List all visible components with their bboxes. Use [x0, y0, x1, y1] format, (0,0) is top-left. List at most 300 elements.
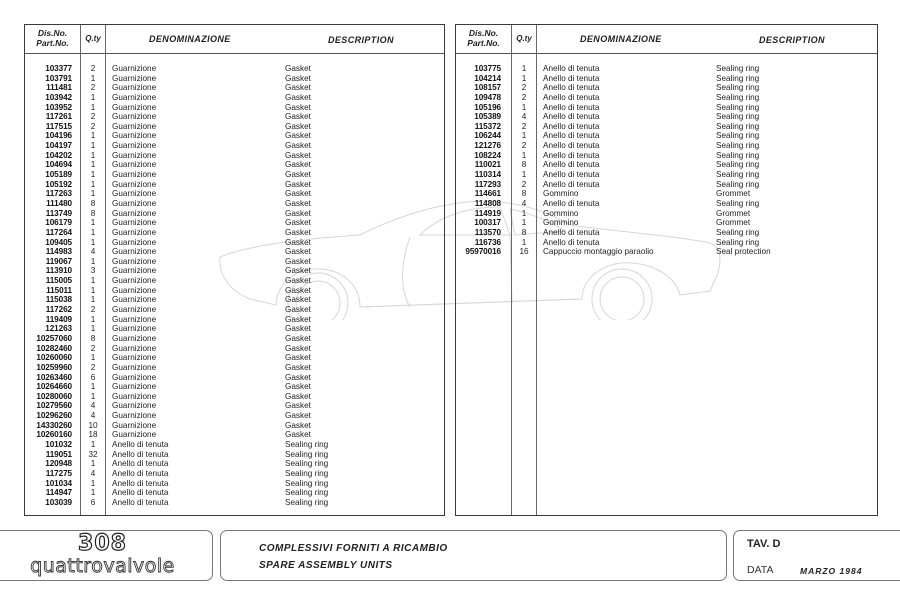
- cell-denominazione: Guarnizione: [112, 131, 157, 141]
- table-row: [25, 363, 444, 373]
- table-row: [25, 93, 444, 103]
- cell-qty: 1: [90, 92, 96, 102]
- cell-description: Sealing ring: [716, 150, 760, 160]
- cell-qty: 1: [90, 237, 96, 247]
- cell-part-no: 103775: [474, 64, 501, 73]
- cell-description: Grommet: [716, 218, 751, 228]
- cell-qty: 1: [521, 208, 527, 218]
- cell-qty: 32: [88, 449, 98, 459]
- date-label: DATA: [747, 564, 774, 576]
- table-header: [456, 25, 877, 54]
- cell-description: Gasket: [285, 420, 311, 430]
- cell-description: Gasket: [285, 391, 311, 401]
- cell-description: Gasket: [285, 227, 311, 237]
- header-qty: Q.ty: [85, 34, 101, 43]
- cell-qty: 3: [90, 266, 96, 276]
- table-row: [25, 295, 444, 305]
- cell-qty: 1: [90, 189, 96, 199]
- table-row: [456, 141, 877, 151]
- cell-description: Gasket: [285, 160, 311, 170]
- cell-qty: 4: [521, 112, 527, 122]
- cell-description: Gasket: [285, 314, 311, 324]
- cell-part-no: 105189: [45, 170, 72, 180]
- cell-qty: 2: [521, 92, 527, 102]
- cell-denominazione: Guarnizione: [112, 160, 157, 170]
- table-row: [456, 93, 877, 103]
- cell-denominazione: Guarnizione: [112, 430, 157, 440]
- cell-qty: 1: [90, 73, 96, 83]
- cell-description: Gasket: [285, 179, 311, 189]
- cell-description: Gasket: [285, 362, 311, 372]
- table-row: [456, 103, 877, 113]
- left-parts-table: [24, 24, 445, 516]
- cell-part-no: 116736: [474, 237, 501, 247]
- cell-denominazione: Anello di tenuta: [543, 102, 600, 112]
- cell-denominazione: Guarnizione: [112, 237, 157, 247]
- cell-part-no: 106244: [474, 131, 501, 141]
- table-row: [25, 324, 444, 334]
- cell-description: Gasket: [285, 131, 311, 141]
- cell-description: Sealing ring: [716, 227, 760, 237]
- cell-denominazione: Guarnizione: [112, 353, 157, 363]
- cell-denominazione: Guarnizione: [112, 343, 157, 353]
- table-row: [456, 247, 877, 257]
- cell-description: Gasket: [285, 266, 311, 276]
- cell-qty: 1: [90, 150, 96, 160]
- table-row: [456, 228, 877, 238]
- table-row: [25, 151, 444, 161]
- table-row: [25, 247, 444, 257]
- cell-denominazione: Guarnizione: [112, 420, 157, 430]
- cell-denominazione: Anello di tenuta: [112, 439, 169, 449]
- table-body: [456, 64, 877, 257]
- cell-denominazione: Anello di tenuta: [543, 92, 600, 102]
- cell-denominazione: Guarnizione: [112, 314, 157, 324]
- table-row: [25, 228, 444, 238]
- table-row: [456, 74, 877, 84]
- table-row: [456, 189, 877, 199]
- cell-description: Gasket: [285, 64, 311, 73]
- table-row: [25, 315, 444, 325]
- cell-denominazione: Guarnizione: [112, 218, 157, 228]
- cell-part-no: 119051: [45, 449, 72, 459]
- cell-description: Gasket: [285, 83, 311, 93]
- cell-denominazione: Guarnizione: [112, 141, 157, 151]
- cell-description: Gasket: [285, 333, 311, 343]
- cell-part-no: 115011: [46, 285, 72, 295]
- table-row: [25, 257, 444, 267]
- cell-qty: 1: [521, 150, 527, 160]
- table-row: [25, 112, 444, 122]
- cell-part-no: 10260160: [36, 430, 72, 440]
- table-row: [25, 421, 444, 431]
- cell-part-no: 113910: [45, 266, 72, 276]
- cell-qty: 1: [521, 73, 527, 83]
- table-row: [25, 141, 444, 151]
- cell-part-no: 10260060: [36, 353, 72, 363]
- cell-description: Sealing ring: [716, 170, 760, 180]
- cell-qty: 1: [90, 324, 96, 334]
- cell-denominazione: Guarnizione: [112, 102, 157, 112]
- cell-description: Gasket: [285, 208, 311, 218]
- cell-description: Sealing ring: [716, 102, 760, 112]
- cell-description: Sealing ring: [716, 160, 760, 170]
- cell-denominazione: Guarnizione: [112, 256, 157, 266]
- cell-qty: 1: [90, 170, 96, 180]
- table-row: [456, 218, 877, 228]
- cell-qty: 1: [90, 160, 96, 170]
- table-row: [25, 238, 444, 248]
- cell-denominazione: Guarnizione: [112, 73, 157, 83]
- cell-description: Gasket: [285, 92, 311, 102]
- cell-denominazione: Anello di tenuta: [112, 488, 169, 498]
- cell-qty: 4: [90, 401, 96, 411]
- cell-qty: 1: [521, 237, 527, 247]
- header-description: DESCRIPTION: [328, 35, 394, 45]
- cell-part-no: 104196: [45, 131, 72, 141]
- title-english: SPARE ASSEMBLY UNITS: [259, 560, 393, 571]
- cell-description: Gasket: [285, 353, 311, 363]
- cell-denominazione: Guarnizione: [112, 150, 157, 160]
- cell-qty: 8: [90, 208, 96, 218]
- cell-part-no: 121276: [474, 141, 501, 151]
- cell-part-no: 104214: [474, 73, 501, 83]
- cell-part-no: 117275: [45, 468, 72, 478]
- table-row: [25, 334, 444, 344]
- cell-description: Sealing ring: [285, 449, 329, 459]
- cell-qty: 2: [521, 121, 527, 131]
- table-row: [25, 344, 444, 354]
- table-row: [456, 131, 877, 141]
- cell-denominazione: Anello di tenuta: [112, 449, 169, 459]
- cell-qty: 2: [90, 362, 96, 372]
- table-row: [456, 180, 877, 190]
- cell-denominazione: Guarnizione: [112, 305, 157, 315]
- cell-part-no: 121263: [45, 324, 72, 334]
- cell-description: Gasket: [285, 73, 311, 83]
- cell-part-no: 10264660: [36, 382, 72, 392]
- table-row: [25, 64, 444, 74]
- cell-denominazione: Anello di tenuta: [112, 497, 169, 507]
- table-row: [25, 469, 444, 479]
- cell-denominazione: Anello di tenuta: [543, 227, 600, 237]
- cell-part-no: 103952: [45, 102, 72, 112]
- cell-qty: 8: [521, 227, 527, 237]
- cell-denominazione: Gommino: [543, 208, 579, 218]
- table-row: [456, 122, 877, 132]
- tav-label: TAV. D: [747, 538, 781, 550]
- cell-qty: 1: [90, 218, 96, 228]
- cell-qty: 4: [521, 198, 527, 208]
- cell-description: Gasket: [285, 411, 311, 421]
- cell-description: Sealing ring: [716, 73, 760, 83]
- cell-qty: 2: [90, 343, 96, 353]
- table-row: [25, 382, 444, 392]
- cell-denominazione: Guarnizione: [112, 198, 157, 208]
- date-value: MARZO 1984: [800, 566, 863, 576]
- cell-denominazione: Anello di tenuta: [543, 170, 600, 180]
- table-row: [25, 74, 444, 84]
- table-row: [456, 64, 877, 74]
- cell-qty: 1: [521, 64, 527, 73]
- cell-qty: 1: [90, 179, 96, 189]
- cell-qty: 18: [88, 430, 98, 440]
- table-row: [456, 83, 877, 93]
- cell-qty: 1: [90, 285, 96, 295]
- cell-description: Gasket: [285, 324, 311, 334]
- cell-description: Gasket: [285, 343, 311, 353]
- cell-denominazione: Gommino: [543, 218, 579, 228]
- cell-qty: 1: [90, 382, 96, 392]
- header-description: DESCRIPTION: [759, 35, 825, 45]
- cell-part-no: 108157: [474, 83, 501, 93]
- table-row: [25, 401, 444, 411]
- cell-part-no: 117515: [45, 121, 72, 131]
- cell-qty: 2: [521, 83, 527, 93]
- cell-description: Seal protection: [716, 247, 771, 257]
- cell-description: Gasket: [285, 372, 311, 382]
- cell-part-no: 114661: [474, 189, 501, 199]
- cell-part-no: 101034: [45, 478, 72, 488]
- cell-qty: 10: [88, 420, 98, 430]
- cell-denominazione: Guarnizione: [112, 92, 157, 102]
- cell-description: Sealing ring: [716, 131, 760, 141]
- table-row: [25, 170, 444, 180]
- cell-part-no: 10280060: [36, 391, 72, 401]
- cell-part-no: 104202: [45, 150, 72, 160]
- table-row: [25, 392, 444, 402]
- table-row: [25, 459, 444, 469]
- table-row: [25, 411, 444, 421]
- cell-part-no: 114947: [45, 488, 72, 498]
- cell-qty: 16: [519, 247, 529, 257]
- cell-denominazione: Guarnizione: [112, 276, 157, 286]
- cell-qty: 1: [90, 353, 96, 363]
- cell-qty: 1: [90, 488, 96, 498]
- cell-description: Gasket: [285, 198, 311, 208]
- header-part-no: [25, 28, 80, 48]
- cell-description: Gasket: [285, 430, 311, 440]
- cell-part-no: 10257060: [36, 333, 72, 343]
- cell-qty: 1: [521, 170, 527, 180]
- table-body: [25, 64, 444, 507]
- title-italian: COMPLESSIVI FORNITI A RICAMBIO: [259, 543, 448, 554]
- cell-part-no: 10259960: [36, 362, 72, 372]
- cell-qty: 2: [90, 305, 96, 315]
- header-part-line1: Dis.No.: [468, 28, 499, 38]
- cell-denominazione: Anello di tenuta: [543, 237, 600, 247]
- cell-denominazione: Anello di tenuta: [543, 112, 600, 122]
- cell-qty: 4: [90, 468, 96, 478]
- table-row: [25, 305, 444, 315]
- cell-denominazione: Guarnizione: [112, 179, 157, 189]
- cell-qty: 1: [90, 295, 96, 305]
- cell-denominazione: Anello di tenuta: [112, 459, 169, 469]
- cell-qty: 1: [90, 439, 96, 449]
- cell-part-no: 105192: [45, 179, 72, 189]
- cell-description: Sealing ring: [285, 497, 329, 507]
- cell-description: Gasket: [285, 150, 311, 160]
- table-row: [25, 180, 444, 190]
- cell-part-no: 119409: [45, 314, 72, 324]
- cell-description: Sealing ring: [716, 64, 760, 73]
- logo-model: 308: [78, 531, 127, 556]
- cell-denominazione: Guarnizione: [112, 391, 157, 401]
- cell-denominazione: Guarnizione: [112, 189, 157, 199]
- cell-denominazione: Anello di tenuta: [543, 150, 600, 160]
- cell-denominazione: Anello di tenuta: [543, 141, 600, 151]
- cell-part-no: 111480: [46, 198, 72, 208]
- header-part-line1: Dis.No.: [37, 28, 68, 38]
- cell-part-no: 105389: [474, 112, 501, 122]
- cell-qty: 1: [521, 102, 527, 112]
- cell-part-no: 104694: [45, 160, 72, 170]
- cell-description: Gasket: [285, 295, 311, 305]
- cell-description: Sealing ring: [716, 198, 760, 208]
- table-row: [456, 151, 877, 161]
- cell-qty: 2: [521, 141, 527, 151]
- header-part-line2: Part.No.: [36, 38, 69, 48]
- cell-denominazione: Anello di tenuta: [112, 478, 169, 488]
- cell-description: Gasket: [285, 382, 311, 392]
- cell-description: Gasket: [285, 401, 311, 411]
- cell-part-no: 114808: [474, 198, 501, 208]
- cell-description: Gasket: [285, 170, 311, 180]
- header-part-no: [456, 28, 511, 48]
- cell-part-no: 115372: [474, 121, 501, 131]
- cell-part-no: 14330260: [36, 420, 72, 430]
- header-qty: Q.ty: [516, 34, 532, 43]
- table-row: [25, 131, 444, 141]
- cell-part-no: 114919: [474, 208, 501, 218]
- cell-qty: 2: [521, 179, 527, 189]
- cell-qty: 4: [90, 247, 96, 257]
- cell-qty: 1: [521, 218, 527, 228]
- cell-denominazione: Anello di tenuta: [543, 83, 600, 93]
- cell-denominazione: Guarnizione: [112, 64, 157, 73]
- cell-part-no: 109405: [45, 237, 72, 247]
- cell-part-no: 110314: [474, 170, 501, 180]
- cell-qty: 1: [90, 256, 96, 266]
- cell-denominazione: Guarnizione: [112, 121, 157, 131]
- table-row: [25, 199, 444, 209]
- cell-qty: 1: [90, 459, 96, 469]
- table-row: [25, 440, 444, 450]
- cell-denominazione: Guarnizione: [112, 411, 157, 421]
- cell-part-no: 113749: [45, 208, 72, 218]
- cell-denominazione: Anello di tenuta: [543, 131, 600, 141]
- table-row: [25, 160, 444, 170]
- cell-qty: 2: [90, 64, 96, 73]
- cell-part-no: 100317: [474, 218, 501, 228]
- cell-denominazione: Guarnizione: [112, 295, 157, 305]
- cell-description: Sealing ring: [285, 478, 329, 488]
- cell-part-no: 120948: [45, 459, 72, 469]
- table-row: [456, 209, 877, 219]
- cell-denominazione: Guarnizione: [112, 382, 157, 392]
- table-row: [25, 498, 444, 508]
- cell-denominazione: Guarnizione: [112, 247, 157, 257]
- table-row: [25, 488, 444, 498]
- cell-description: Gasket: [285, 141, 311, 151]
- table-reference-box: [733, 530, 900, 581]
- cell-part-no: 115038: [45, 295, 72, 305]
- cell-denominazione: Guarnizione: [112, 112, 157, 122]
- cell-part-no: 103942: [45, 92, 72, 102]
- cell-denominazione: Guarnizione: [112, 372, 157, 382]
- cell-description: Sealing ring: [716, 121, 760, 131]
- table-row: [456, 199, 877, 209]
- cell-description: Sealing ring: [285, 439, 329, 449]
- cell-denominazione: Guarnizione: [112, 333, 157, 343]
- cell-description: Grommet: [716, 208, 751, 218]
- cell-part-no: 111481: [46, 83, 72, 93]
- cell-description: Sealing ring: [716, 92, 760, 102]
- cell-description: Sealing ring: [716, 179, 760, 189]
- cell-description: Gasket: [285, 305, 311, 315]
- cell-qty: 1: [90, 478, 96, 488]
- cell-description: Gasket: [285, 218, 311, 228]
- cell-description: Sealing ring: [285, 459, 329, 469]
- cell-description: Sealing ring: [716, 237, 760, 247]
- table-row: [25, 450, 444, 460]
- cell-part-no: 110021: [474, 160, 501, 170]
- cell-description: Gasket: [285, 285, 311, 295]
- cell-part-no: 101032: [45, 439, 72, 449]
- cell-part-no: 114983: [45, 247, 72, 257]
- cell-part-no: 10263460: [36, 372, 72, 382]
- cell-denominazione: Guarnizione: [112, 324, 157, 334]
- table-row: [456, 238, 877, 248]
- cell-qty: 1: [90, 227, 96, 237]
- cell-part-no: 10279560: [36, 401, 72, 411]
- cell-part-no: 108224: [474, 150, 501, 160]
- cell-qty: 2: [90, 112, 96, 122]
- cell-part-no: 117261: [45, 112, 72, 122]
- cell-qty: 1: [90, 141, 96, 151]
- cell-part-no: 95970016: [465, 247, 501, 257]
- cell-denominazione: Anello di tenuta: [543, 121, 600, 131]
- cell-part-no: 10282460: [36, 343, 72, 353]
- cell-denominazione: Gommino: [543, 189, 579, 199]
- cell-qty: 1: [90, 102, 96, 112]
- table-row: [25, 103, 444, 113]
- cell-part-no: 103791: [45, 73, 72, 83]
- cell-qty: 1: [90, 314, 96, 324]
- cell-part-no: 117264: [45, 227, 72, 237]
- table-row: [25, 430, 444, 440]
- cell-qty: 1: [90, 131, 96, 141]
- table-row: [25, 83, 444, 93]
- cell-qty: 4: [90, 411, 96, 421]
- cell-part-no: 109478: [474, 92, 501, 102]
- cell-description: Gasket: [285, 121, 311, 131]
- table-row: [25, 286, 444, 296]
- cell-denominazione: Anello di tenuta: [543, 73, 600, 83]
- logo-box: [0, 530, 213, 581]
- cell-denominazione: Guarnizione: [112, 266, 157, 276]
- cell-description: Sealing ring: [716, 112, 760, 122]
- cell-part-no: 115005: [45, 276, 72, 286]
- cell-qty: 2: [90, 83, 96, 93]
- header-denominazione: DENOMINAZIONE: [580, 34, 662, 44]
- logo-variant: quattrovalvole: [30, 555, 175, 577]
- cell-part-no: 10296260: [36, 411, 72, 421]
- cell-qty: 8: [521, 189, 527, 199]
- cell-part-no: 117262: [45, 305, 72, 315]
- cell-description: Sealing ring: [285, 488, 329, 498]
- cell-part-no: 119067: [45, 256, 72, 266]
